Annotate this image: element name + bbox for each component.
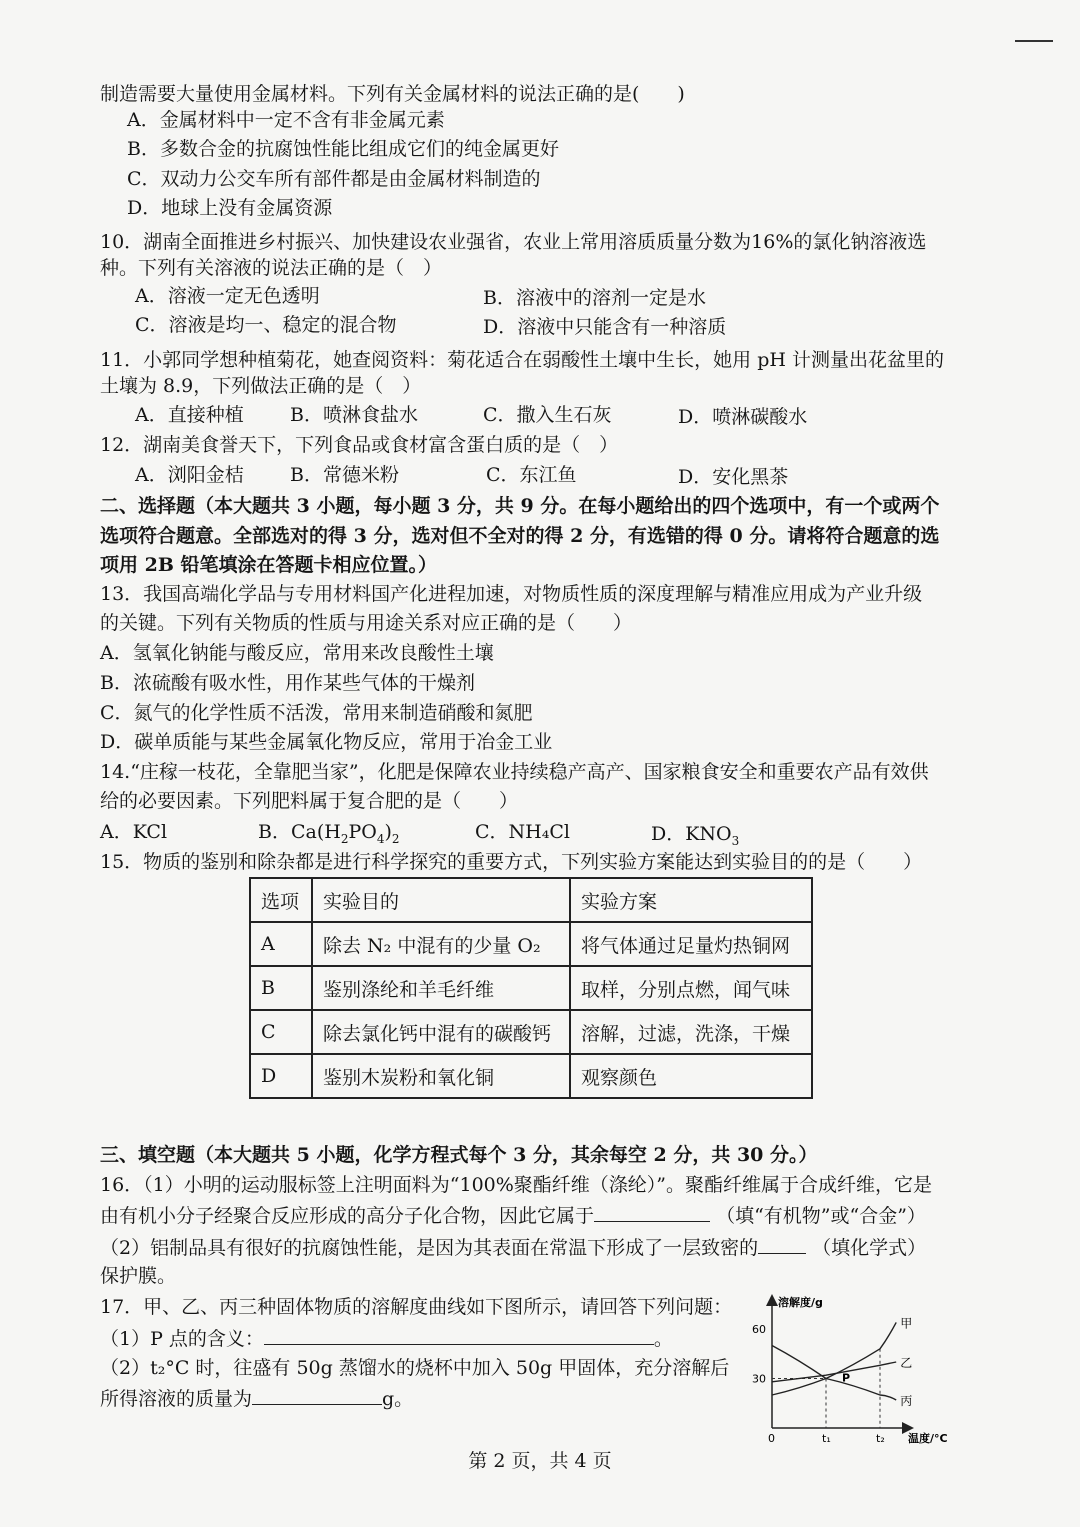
- q13-option-d: D．碳单质能与某些金属氧化物反应，常用于冶金工业: [100, 731, 553, 753]
- row-method: 溶解，过滤，洗涤，干燥: [570, 1010, 812, 1054]
- q15-stem: 15．物质的鉴别和除杂都是进行科学探究的重要方式，下列实验方案能达到实验目的的是（ ）: [100, 851, 923, 873]
- q10-stem-line1: 10．湖南全面推进乡村振兴、加快建设农业强省，农业上常用溶质质量分数为16%的氯化钠溶液选: [100, 231, 927, 253]
- series-yi-curve: [772, 1362, 896, 1382]
- series-bing-curve: [772, 1346, 896, 1400]
- row-purpose: 鉴别木炭粉和氧化铜: [312, 1054, 570, 1098]
- section2-heading-line1: 二、选择题（本大题共 3 小题，每小题 3 分，共 9 分。在每小题给出的四个选项中，有一个或两个: [100, 495, 940, 517]
- x-tick-0: 0: [768, 1432, 775, 1445]
- q9-stem: 制造需要大量使用金属材料。下列有关金属材料的说法正确的是( ): [100, 83, 685, 105]
- q16-line2: 由有机小分子经聚合反应形成的高分子化合物，因此它属于 （填“有机物”或“合金”）: [100, 1205, 926, 1227]
- row-option: C: [250, 1010, 312, 1054]
- row-option: B: [250, 966, 312, 1010]
- q11-option-b: B．喷淋食盐水: [290, 404, 418, 426]
- table-header-row: [250, 878, 812, 922]
- row-method: 取样，分别点燃，闻气味: [570, 966, 812, 1010]
- experiment-table: [249, 877, 813, 1099]
- answer-blank[interactable]: [264, 1326, 654, 1345]
- table-row: [250, 1054, 812, 1098]
- q11-option-a: A．直接种植: [135, 404, 244, 426]
- table-row: [250, 1010, 812, 1054]
- q12-option-a: A．浏阳金桔: [135, 464, 244, 486]
- q12-option-d: D．安化黑茶: [678, 466, 789, 488]
- q16-line1: 16．（1）小明的运动服标签上注明面料为“100%聚酯纤维（涤纶）”。聚酯纤维属于合成纤维，它是: [100, 1174, 933, 1196]
- q16-line3: （2）铝制品具有很好的抗腐蚀性能，是因为其表面在常温下形成了一层致密的 （填化学式）: [100, 1237, 927, 1259]
- row-method: 将气体通过足量灼热铜网: [570, 922, 812, 966]
- q14-stem-line1: 14.“庄稼一枝花，全靠肥当家”，化肥是保障农业持续稳产高产、国家粮食安全和重要农产品有效供: [100, 761, 929, 783]
- q13-option-a: A．氢氧化钠能与酸反应，常用来改良酸性土壤: [100, 642, 494, 664]
- row-purpose: 鉴别涤纶和羊毛纤维: [312, 966, 570, 1010]
- header-purpose: 实验目的: [312, 878, 570, 922]
- q9-option-d: D．地球上没有金属资源: [127, 197, 333, 219]
- q17-part2-line1: （2）t₂°C 时，往盛有 50g 蒸馏水的烧杯中加入 50g 甲固体，充分溶解后: [100, 1357, 730, 1379]
- q14-option-b: B．$Ca(H_2PO_4)_2$: [258, 821, 400, 846]
- solubility-chart: [748, 1290, 963, 1450]
- q10-option-a: A．溶液一定无色透明: [135, 285, 320, 307]
- row-option: A: [250, 922, 312, 966]
- row-purpose: 除去 N₂ 中混有的少量 O₂: [312, 922, 570, 966]
- q10-option-b: B．溶液中的溶剂一定是水: [483, 287, 706, 309]
- q14-option-a: A．KCl: [100, 821, 168, 843]
- q12-option-b: B．常德米粉: [290, 464, 399, 486]
- q10-option-c: C．溶液是均一、稳定的混合物: [135, 314, 397, 336]
- table-row: [250, 922, 812, 966]
- q12-option-c: C．东江鱼: [486, 464, 577, 486]
- section2-heading-line2: 选项符合题意。全部选对的得 3 分，选对但不全对的得 2 分，有选错的得 0 分。请将符合题意的选: [100, 525, 940, 547]
- section2-heading-line3: 项用 2B 铅笔填涂在答题卡相应位置。）: [100, 554, 438, 576]
- section3-heading: 三、填空题（本大题共 5 小题，化学方程式每个 3 分，其余每空 2 分，共 30 分。）: [100, 1144, 818, 1166]
- row-method: 观察颜色: [570, 1054, 812, 1098]
- q11-stem-line2: 土壤为 8.9，下列做法正确的是（ ）: [100, 375, 422, 397]
- row-option: D: [250, 1054, 312, 1098]
- q9-option-c: C．双动力公交车所有部件都是由金属材料制造的: [127, 168, 541, 190]
- q17-part1: （1）P 点的含义： 。: [100, 1328, 673, 1350]
- series-jia-curve: [772, 1322, 896, 1395]
- x-tick-t2: t₂: [876, 1432, 885, 1445]
- y-tick-30: 30: [752, 1372, 766, 1386]
- corner-rule: [1015, 40, 1053, 42]
- q13-option-c: C．氮气的化学性质不活泼，常用来制造硝酸和氮肥: [100, 702, 533, 724]
- q13-stem-line1: 13．我国高端化学品与专用材料国产化进程加速，对物质性质的深度理解与精准应用成为产业升级: [100, 583, 923, 605]
- q9-option-a: A．金属材料中一定不含有非金属元素: [127, 109, 445, 131]
- q10-stem-line2: 种。下列有关溶液的说法正确的是（ ）: [100, 257, 443, 279]
- q13-option-b: B．浓硫酸有吸水性，用作某些气体的干燥剂: [100, 672, 475, 694]
- answer-blank[interactable]: [252, 1386, 382, 1405]
- row-purpose: 除去氯化钙中混有的碳酸钙: [312, 1010, 570, 1054]
- series-yi-label: 乙: [900, 1356, 913, 1370]
- q17-part2-line2: 所得溶液的质量为 g。: [100, 1388, 414, 1410]
- q16-line4: 保护膜。: [100, 1265, 177, 1287]
- q11-option-d: D．喷淋碳酸水: [678, 406, 808, 428]
- page-footer: 第 2 页，共 4 页: [468, 1450, 612, 1472]
- q14-option-c: C．NH₄Cl: [475, 821, 570, 843]
- y-axis-label: 溶解度/g: [778, 1296, 823, 1309]
- header-option: 选项: [250, 878, 312, 922]
- q14-option-d: D．$KNO_3$: [651, 823, 740, 848]
- q9-option-b: B．多数合金的抗腐蚀性能比组成它们的纯金属更好: [127, 138, 559, 160]
- header-method: 实验方案: [570, 878, 812, 922]
- x-tick-t1: t₁: [822, 1432, 831, 1445]
- x-axis-label: 温度/°C: [908, 1432, 948, 1445]
- q17-stem: 17．甲、乙、丙三种固体物质的溶解度曲线如下图所示，请回答下列问题：: [100, 1296, 733, 1318]
- q12-stem: 12．湖南美食誉天下，下列食品或食材富含蛋白质的是（ ）: [100, 434, 619, 456]
- q10-option-d: D．溶液中只能含有一种溶质: [483, 316, 727, 338]
- answer-blank[interactable]: [594, 1203, 710, 1222]
- point-p-label: P: [842, 1371, 851, 1385]
- q13-stem-line2: 的关键。下列有关物质的性质与用途关系对应正确的是（ ）: [100, 612, 633, 634]
- answer-blank[interactable]: [758, 1235, 806, 1254]
- q14-stem-line2: 给的必要因素。下列肥料属于复合肥的是（ ）: [100, 790, 519, 812]
- y-tick-60: 60: [752, 1323, 766, 1336]
- q11-stem-line1: 11．小郭同学想种植菊花，她查阅资料：菊花适合在弱酸性土壤中生长，她用 pH 计测量出花盆里的: [100, 349, 944, 371]
- series-jia-label: 甲: [900, 1316, 913, 1331]
- series-bing-label: 丙: [900, 1393, 913, 1408]
- q11-option-c: C．撒入生石灰: [483, 404, 612, 426]
- table-row: [250, 966, 812, 1010]
